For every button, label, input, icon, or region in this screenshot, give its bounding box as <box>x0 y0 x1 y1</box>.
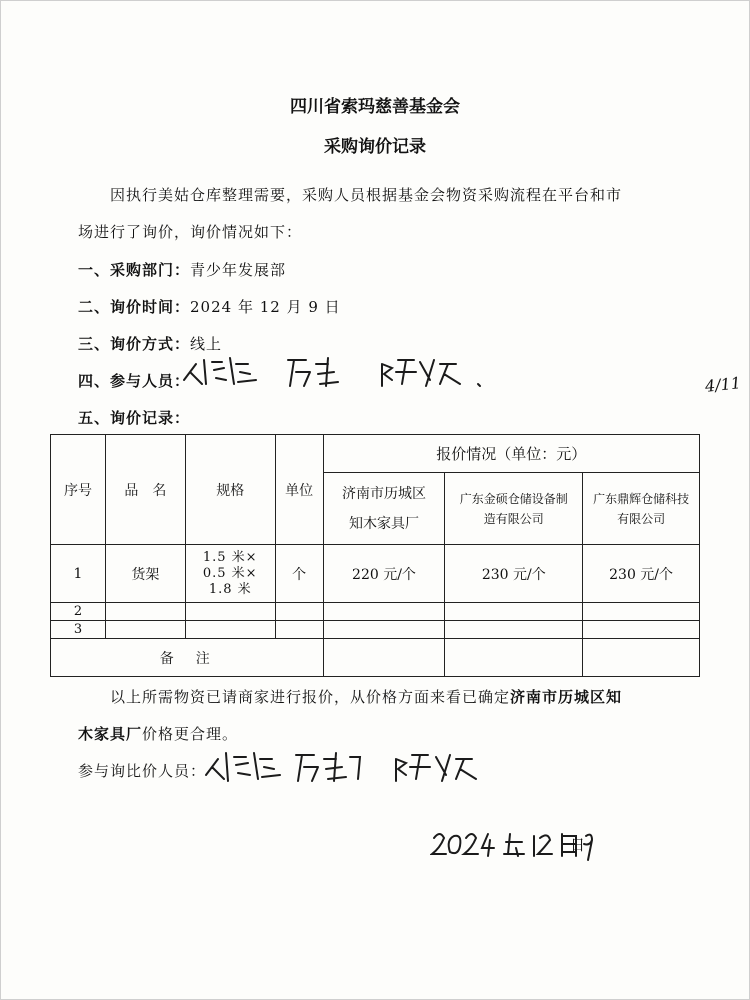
conclusion-line-2 <box>78 723 238 744</box>
row-1-price-1: 220 元/个 <box>323 545 445 603</box>
header-row-1 <box>51 435 700 473</box>
row-1-seq: 1 <box>51 545 106 603</box>
org-title: 四川省索玛慈善基金会 <box>290 97 460 117</box>
conclusion-post: 价格更合理。 <box>142 725 239 743</box>
supplier-3-line-1: 广东鼎辉仓储科技 <box>593 491 690 506</box>
row-1-price-2: 230 元/个 <box>445 545 583 603</box>
header-unit: 单位 <box>275 435 323 545</box>
intro-line-1: 因执行美姑仓库整理需要，采购人员根据基金会物资采购流程在平台和市 <box>110 186 623 204</box>
row-1-name: 货架 <box>105 545 185 603</box>
people-label: 四、参与人员： <box>78 372 191 390</box>
header-quote: 报价情况（单位：元） <box>323 435 699 473</box>
method-label: 三、询价方式： <box>78 335 191 353</box>
supplier-2 <box>445 473 583 545</box>
supplier-3 <box>583 473 700 545</box>
supplier-1-line-2: 知木家具厂 <box>348 515 419 532</box>
row-2-seq: 2 <box>51 603 106 621</box>
table-row <box>51 545 700 603</box>
row-1-spec-line-3: 1.8 米 <box>208 581 252 597</box>
section-time <box>78 296 341 317</box>
row-1-unit: 个 <box>275 545 323 603</box>
conclusion-line-1 <box>110 686 622 707</box>
header-seq: 序号 <box>51 435 106 545</box>
doc-title: 采购询价记录 <box>324 137 426 157</box>
section-dept <box>78 259 286 280</box>
record-label: 五、询价记录： <box>78 409 191 427</box>
row-1-spec <box>185 545 275 603</box>
dept-label: 一、采购部门： <box>78 261 191 279</box>
method-value: 线上 <box>190 335 223 353</box>
remark-row <box>51 639 700 677</box>
time-value: 2024 年 12 月 9 日 <box>190 298 341 316</box>
supplier-1 <box>323 473 445 545</box>
participants-label: 参与询比价人员： <box>78 762 207 780</box>
supplier-2-line-2: 造有限公司 <box>483 511 544 526</box>
row-1-price-3: 230 元/个 <box>583 545 700 603</box>
header-name: 品 名 <box>105 435 185 545</box>
signatures-line-1 <box>178 350 498 392</box>
time-label: 二、询价时间： <box>78 298 191 316</box>
remark-label: 备 注 <box>51 639 324 677</box>
row-1-spec-line-2: 0.5 米× <box>202 565 258 581</box>
signatures-line-2 <box>200 745 500 787</box>
supplier-3-line-2: 有限公司 <box>617 511 666 526</box>
quote-table <box>50 434 700 677</box>
conclusion-pre: 以上所需物资已请商家进行报价，从价格方面来看已确定 <box>110 688 511 706</box>
conclusion-vendor-a: 济南市历城区知 <box>510 688 623 706</box>
row-3-seq: 3 <box>51 621 106 639</box>
header-spec: 规格 <box>185 435 275 545</box>
margin-note: 4/11 <box>704 373 742 396</box>
conclusion-vendor-b: 木家具厂 <box>78 725 143 743</box>
dept-value: 青少年发展部 <box>190 261 287 279</box>
table-row <box>51 603 700 621</box>
intro-line-2: 场进行了询价，询价情况如下： <box>78 223 303 241</box>
supplier-1-line-1: 济南市历城区 <box>341 485 426 502</box>
date-day-char: 日 <box>570 836 587 854</box>
row-1-spec-line-1: 1.5 米× <box>202 549 258 565</box>
supplier-2-line-1: 广东金硕仓储设备制 <box>459 491 568 506</box>
table-row <box>51 621 700 639</box>
